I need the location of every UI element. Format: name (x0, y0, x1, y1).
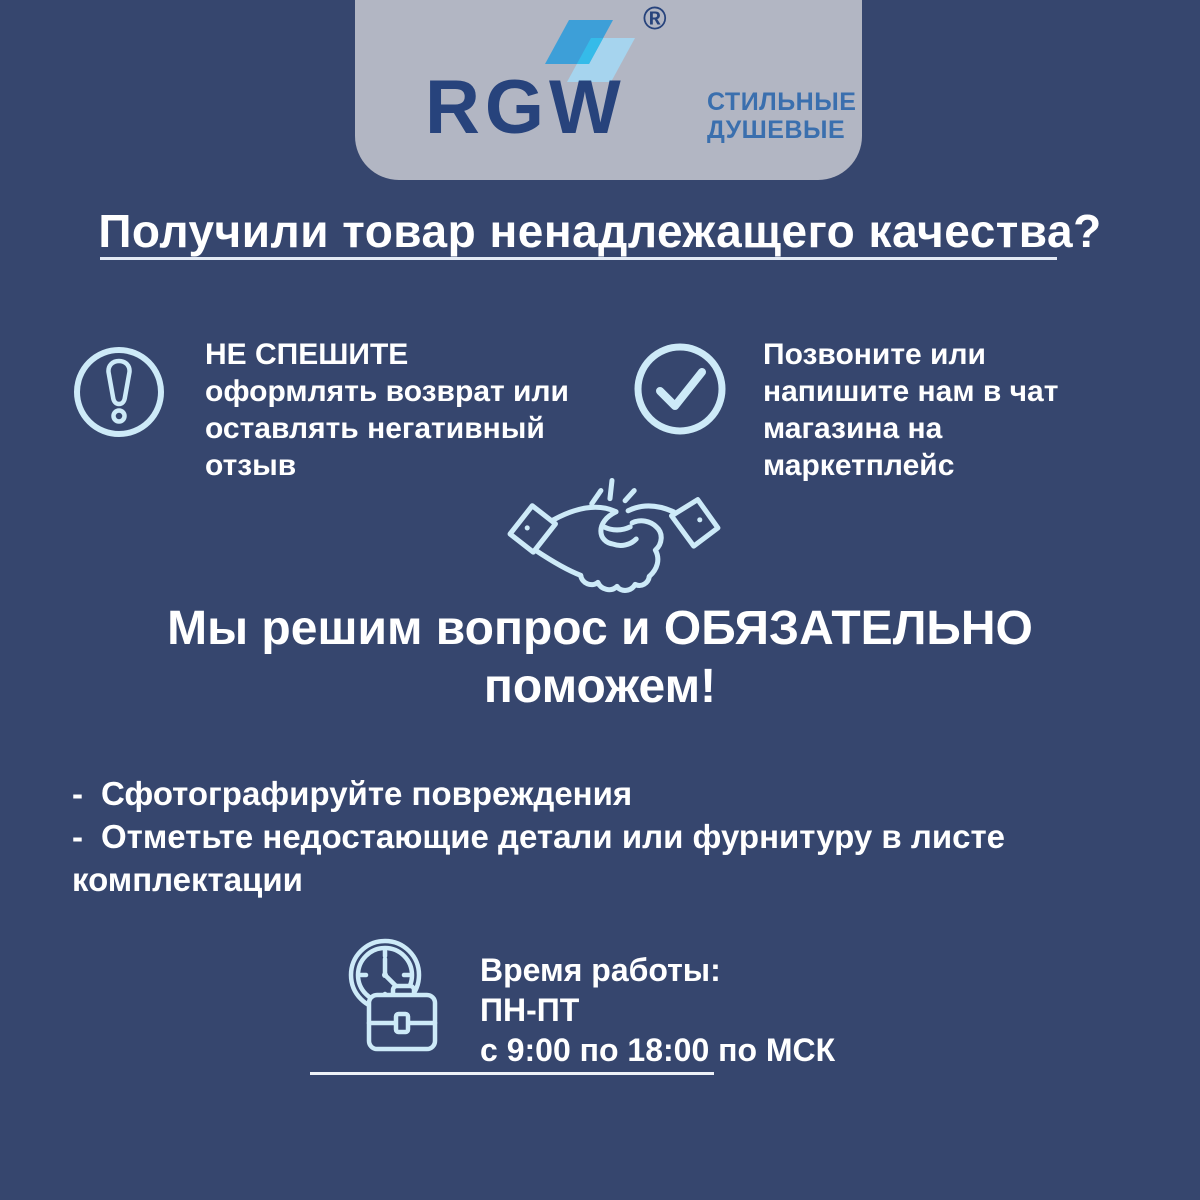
checklist-item (72, 772, 1072, 815)
promise-heading (0, 600, 1200, 716)
advice-do-text (763, 336, 1058, 484)
work-hours-label: Время работы: (480, 952, 721, 988)
exclamation-circle-icon (71, 344, 167, 440)
brand-logo-text: RGW (425, 65, 626, 150)
registered-trademark-icon: ® (643, 0, 667, 36)
tagline-line: СТИЛЬНЫЕ (707, 88, 857, 116)
advice-dont-line: НЕ СПЕШИТЕ (205, 338, 409, 371)
advice-do-line: магазина на (763, 412, 943, 445)
title-underline (100, 257, 1057, 260)
check-circle-icon (632, 341, 728, 437)
work-hours-time: с 9:00 по 18:00 по МСК (480, 1032, 836, 1068)
checklist (72, 772, 1072, 901)
advice-dont-line: оформлять возврат или (205, 375, 569, 408)
brand-tagline (707, 88, 856, 144)
checklist-item-text: Сфотографируйте повреждения (101, 775, 633, 812)
advice-do-line: маркетплейс (763, 449, 955, 482)
work-hours-text (480, 950, 835, 1070)
checklist-item (72, 815, 1072, 901)
tagline-line: ДУШЕВЫЕ (707, 116, 846, 144)
checklist-item-text: Отметьте недостающие детали или фурнитуру в листе комплектации (72, 818, 1006, 898)
advice-dont-line: отзыв (205, 449, 297, 482)
handshake-icon (503, 466, 725, 608)
brand-header-card (355, 0, 862, 180)
advice-do-line: Позвоните или (763, 338, 986, 371)
promise-line: поможем! (483, 660, 717, 713)
footer-divider (310, 1072, 714, 1075)
page-title: Получили товар ненадлежащего качества? (98, 205, 1102, 257)
advice-dont-text (205, 336, 569, 484)
clock-briefcase-icon (340, 933, 464, 1061)
advice-dont-line: оставлять негативный (205, 412, 545, 445)
promise-line: Мы решим вопрос и ОБЯЗАТЕЛЬНО (167, 602, 1033, 655)
bullet-dash: - (72, 818, 83, 855)
advice-do-line: напишите нам в чат (763, 375, 1059, 408)
work-hours-days: ПН-ПТ (480, 992, 580, 1028)
bullet-dash: - (72, 775, 83, 812)
